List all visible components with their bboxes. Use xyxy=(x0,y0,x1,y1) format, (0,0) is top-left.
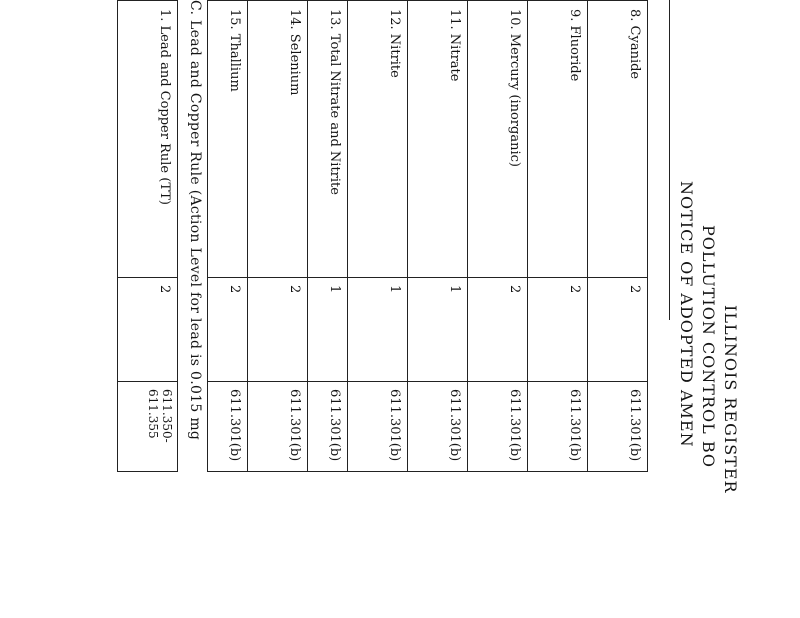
section-cell: 611.301(b) xyxy=(387,389,402,462)
level-cell: 1 xyxy=(447,285,462,294)
level-cell: 2 xyxy=(507,285,522,294)
table-row xyxy=(587,1,647,471)
contaminant-cell: 11. Nitrate xyxy=(447,9,462,82)
table-row xyxy=(307,1,347,471)
level-cell: 2 xyxy=(287,285,302,294)
contaminant-cell: 15. Thallium xyxy=(227,9,242,92)
level-cell: 2 xyxy=(567,285,582,294)
level-cell: 1 xyxy=(327,285,342,294)
section-cell: 611.301(b) xyxy=(447,389,462,462)
table-row xyxy=(527,1,587,471)
contaminant-cell: 1. Lead and Copper Rule (TT) xyxy=(157,9,172,205)
section-cell: 611.301(b) xyxy=(287,389,302,462)
board-title: POLLUTION CONTROL BO xyxy=(699,225,718,469)
register-title: ILLINOIS REGISTER xyxy=(721,305,740,494)
contaminant-table xyxy=(207,0,648,472)
table-row xyxy=(407,1,467,471)
table-row xyxy=(247,1,307,471)
contaminant-cell: 12. Nitrite xyxy=(387,9,402,78)
table-row xyxy=(207,1,247,471)
section-cell: 611.301(b) xyxy=(327,389,342,462)
level-cell: 1 xyxy=(387,285,402,294)
lead-copper-table xyxy=(117,0,178,472)
notice-title: NOTICE OF ADOPTED AMEN xyxy=(677,181,696,448)
table-row xyxy=(347,1,407,471)
table-row xyxy=(467,1,527,471)
section-cell: 611.301(b) xyxy=(567,389,582,462)
header-rule xyxy=(669,0,670,320)
contaminant-cell: 14. Selenium xyxy=(287,9,302,96)
contaminant-cell: 8. Cyanide xyxy=(627,9,642,80)
level-cell: 2 xyxy=(157,285,172,294)
level-cell: 2 xyxy=(627,285,642,294)
section-cell: 611.301(b) xyxy=(507,389,522,462)
table-row xyxy=(117,1,177,471)
contaminant-cell: 9. Fluoride xyxy=(567,9,582,82)
level-cell: 2 xyxy=(227,285,242,294)
contaminant-cell: 10. Mercury (inorganic) xyxy=(507,9,522,167)
section-cell: 611.301(b) xyxy=(627,389,642,462)
section-line-1: 611.350- xyxy=(160,389,174,443)
section-cell xyxy=(146,389,174,443)
contaminant-cell: 13. Total Nitrate and Nitrite xyxy=(327,9,342,195)
section-line-2: 611.355 xyxy=(146,389,160,439)
section-c-caption: C. Lead and Copper Rule (Action Level for lead is 0.015 mg xyxy=(187,0,203,441)
section-cell: 611.301(b) xyxy=(227,389,242,462)
